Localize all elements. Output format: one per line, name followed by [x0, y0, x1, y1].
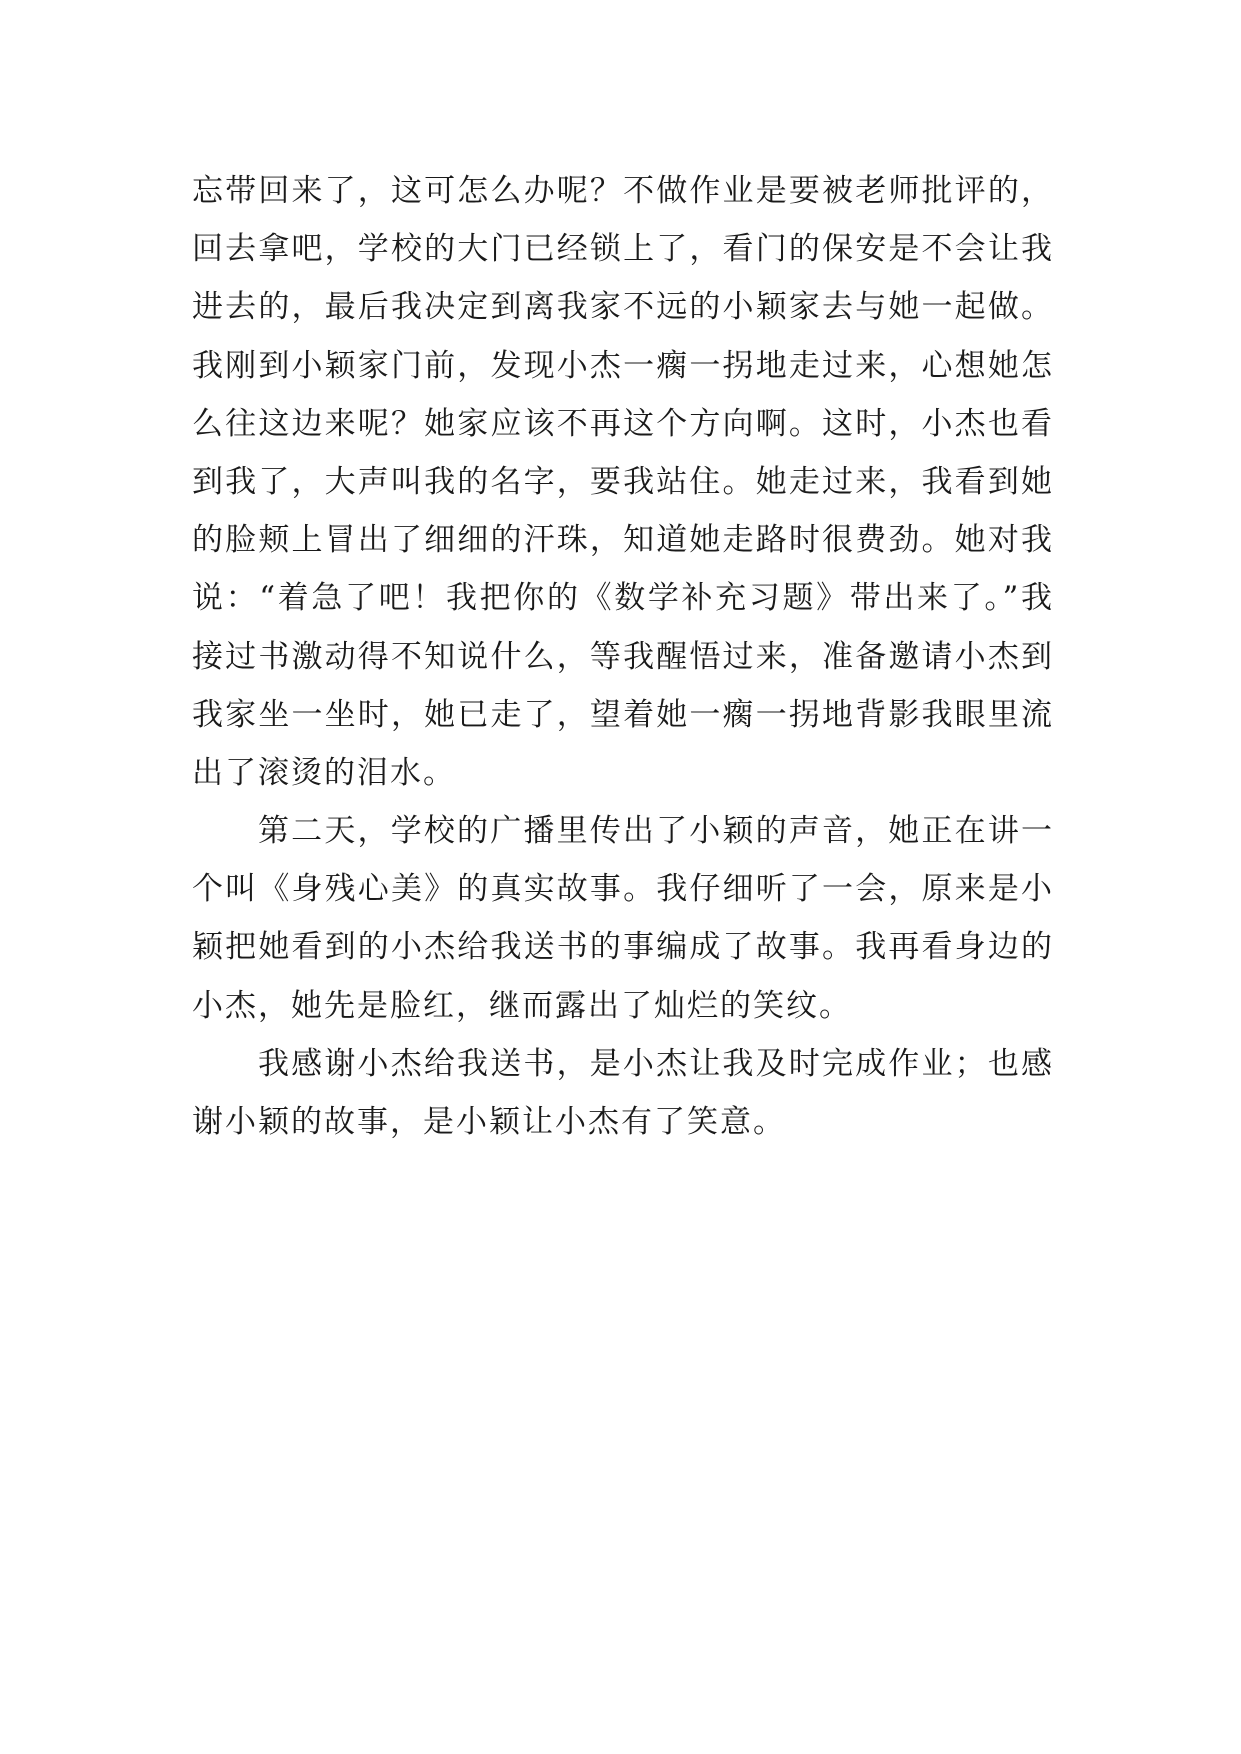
text-line: 小杰，她先是脸红，继而露出了灿烂的笑纹。	[192, 987, 852, 1024]
text-line: 忘带回来了，这可怎么办呢？不做作业是要被老师批评的，	[192, 173, 1054, 209]
text-line: 回去拿吧，学校的大门已经锁上了，看门的保安是不会让我	[192, 231, 1054, 268]
text-line: 么往这边来呢？她家应该不再这个方向啊。这时，小杰也看	[192, 405, 1054, 442]
text-line: 谢小颖的故事，是小颖让小杰有了笑意。	[192, 1104, 786, 1140]
text-line: 到我了，大声叫我的名字，要我站住。她走过来，我看到她	[192, 463, 1054, 500]
body-text	[192, 162, 1054, 1151]
text-line: 颖把她看到的小杰给我送书的事编成了故事。我再看身边的	[192, 929, 1054, 966]
text-line: 第二天，学校的广播里传出了小颖的声音，她正在讲一	[258, 813, 1054, 850]
text-line: 出了滚烫的泪水。	[192, 754, 456, 791]
text-line: 我家坐一坐时，她已走了，望着她一瘸一拐地背影我眼里流	[192, 696, 1054, 733]
text-line: 我感谢小杰给我送书，是小杰让我及时完成作业；也感	[258, 1045, 1054, 1082]
text-line: 说：“着急了吧！我把你的《数学补充习题》带出来了。”我	[192, 580, 1054, 617]
text-line: 我刚到小颖家门前，发现小杰一瘸一拐地走过来，心想她怎	[192, 347, 1054, 384]
text-line: 进去的，最后我决定到离我家不远的小颖家去与她一起做。	[192, 289, 1054, 326]
text-line: 的脸颊上冒出了细细的汗珠，知道她走路时很费劲。她对我	[192, 522, 1054, 559]
text-line: 接过书激动得不知说什么，等我醒悟过来，准备邀请小杰到	[192, 638, 1054, 675]
text-line: 个叫《身残心美》的真实故事。我仔细听了一会，原来是小	[192, 871, 1054, 908]
